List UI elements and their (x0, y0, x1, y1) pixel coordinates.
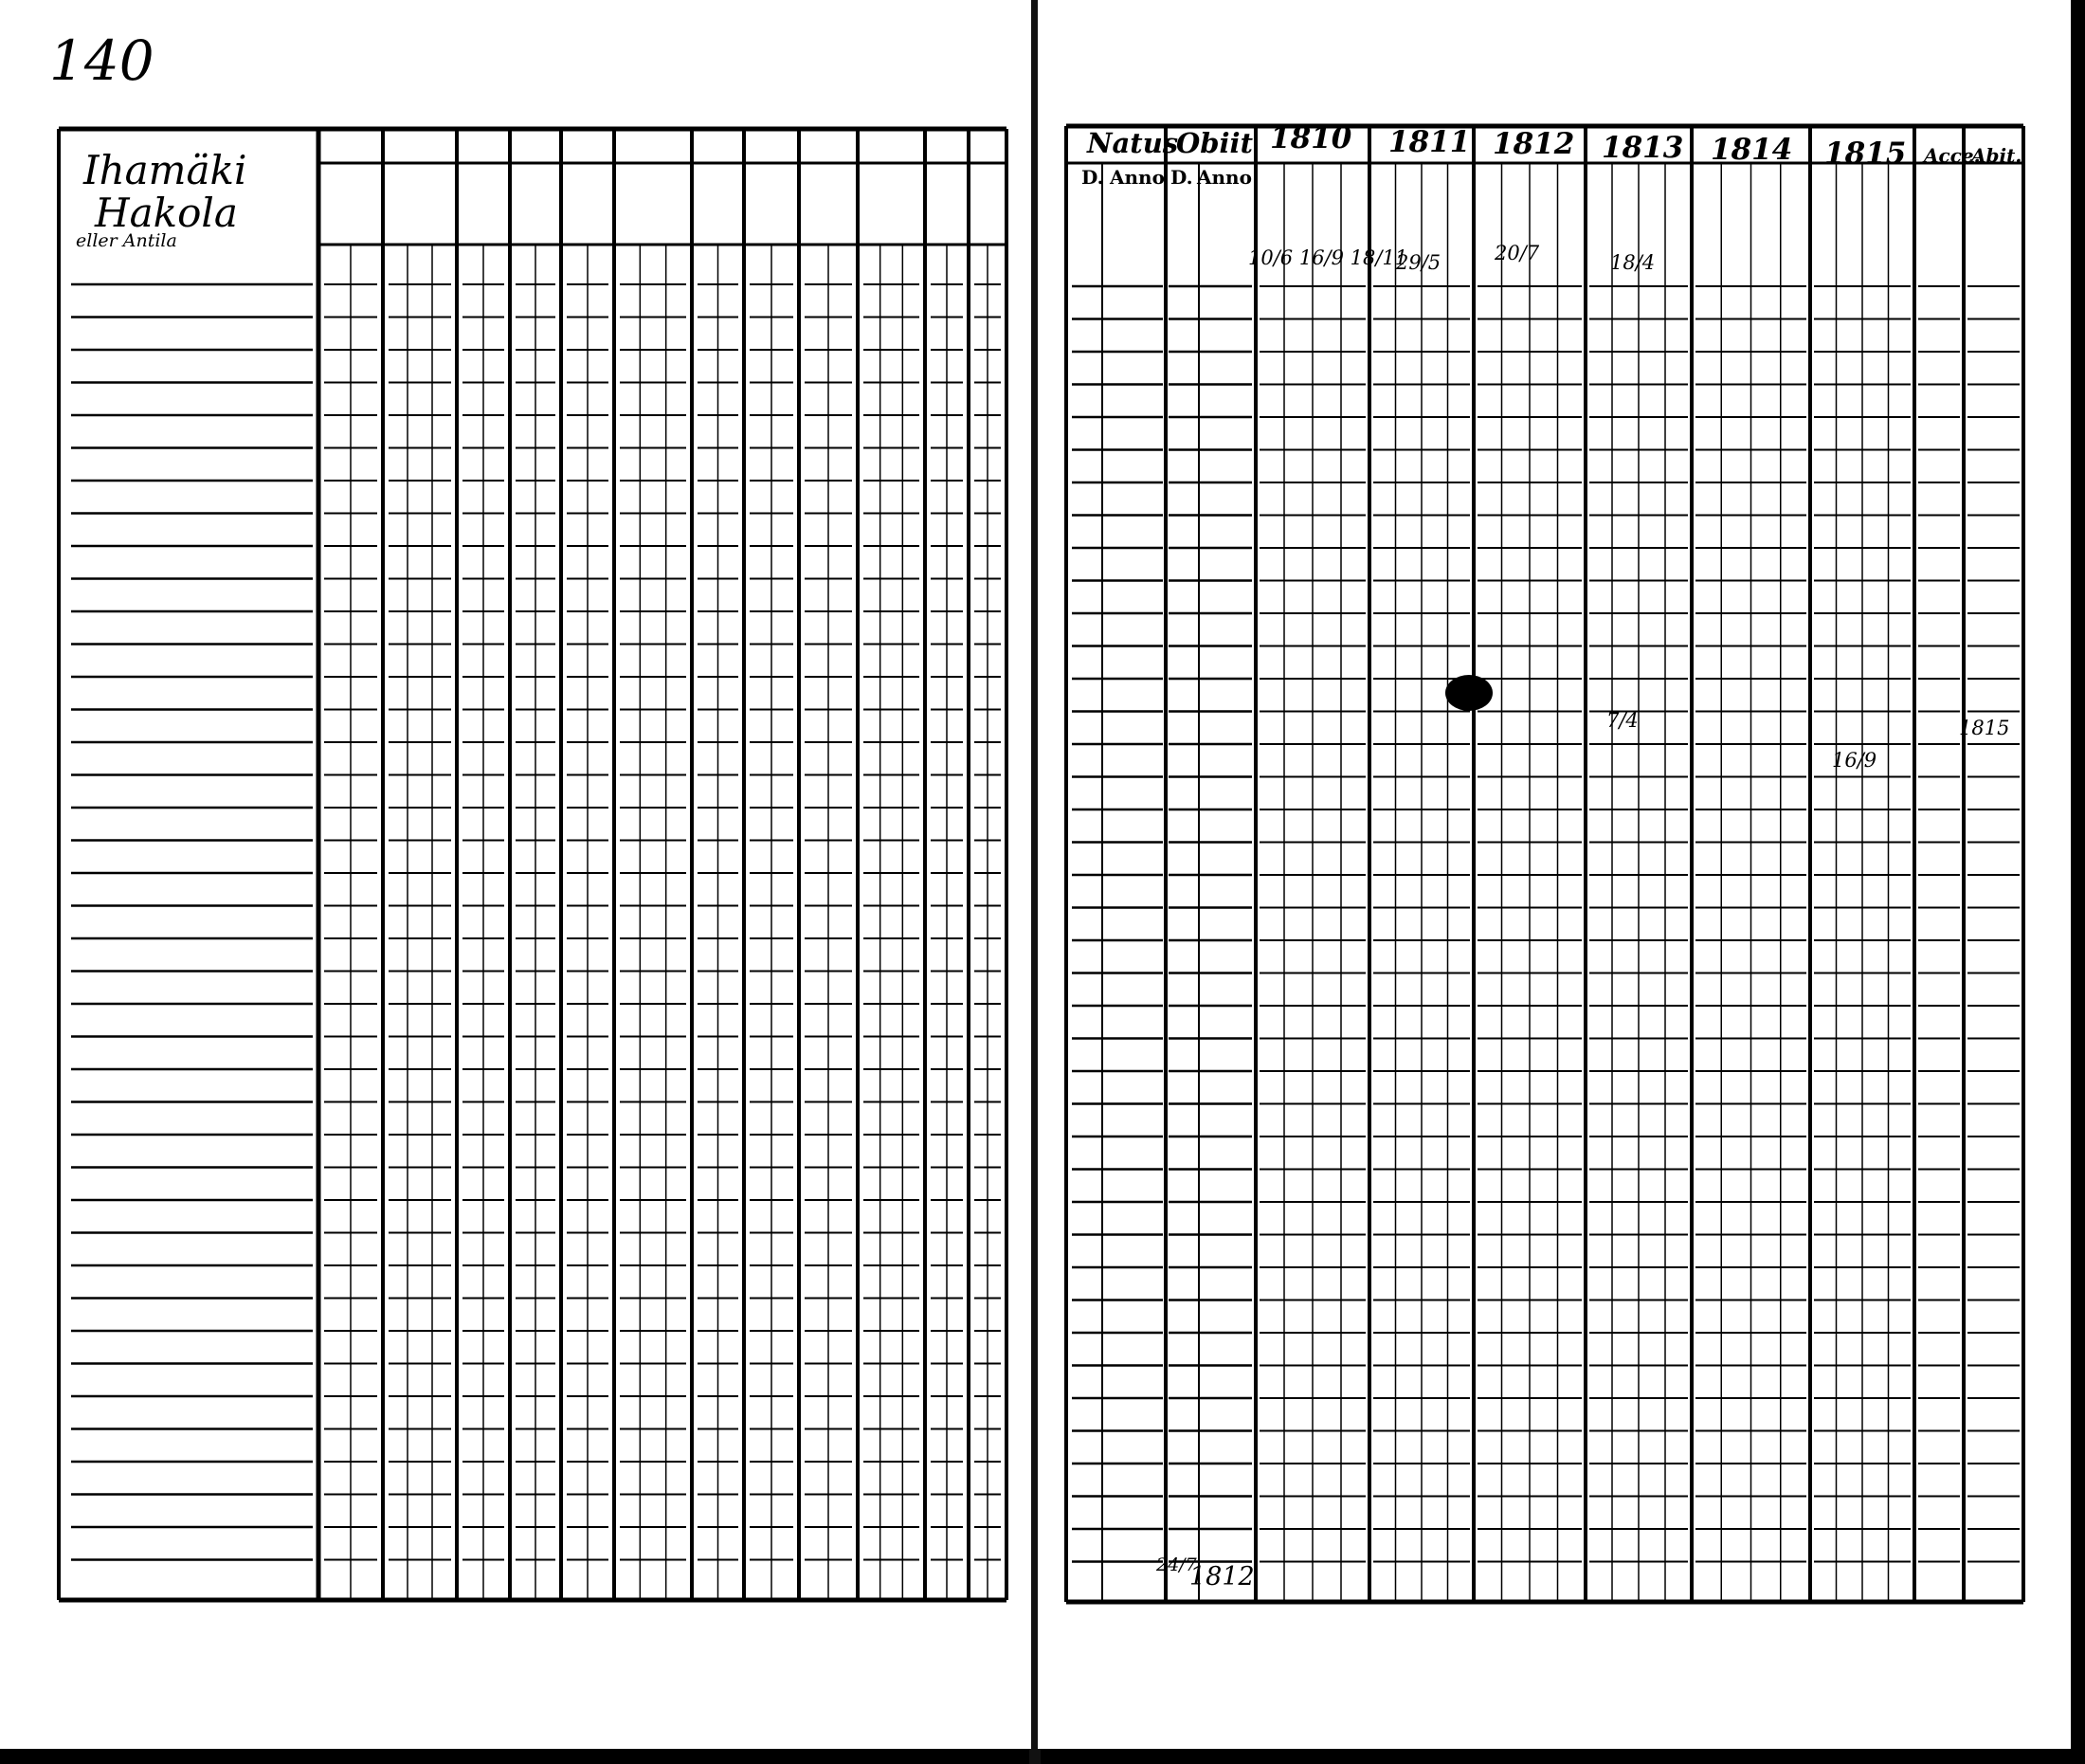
natus-header: Natus (1087, 127, 1179, 159)
death-year: 1812 (1189, 1562, 1255, 1591)
subfarm-name: Hakola (95, 190, 238, 236)
obiit-year-header: Anno (1197, 166, 1252, 189)
year-1810-header: 1810 (1270, 121, 1352, 155)
natus-year-header: Anno (1110, 166, 1165, 189)
year-1812-header: 1812 (1493, 127, 1575, 161)
accedit-header: Acce. (1924, 144, 1981, 167)
year-1811-header: 1811 (1388, 125, 1471, 159)
farm-note: eller Antila (76, 230, 177, 251)
note-1813-row7: 7/4 (1606, 709, 1639, 732)
ink-blot (1445, 675, 1493, 711)
note-1811-row1: 29/5 (1396, 251, 1441, 274)
note-1815-row8: 16/9 (1832, 749, 1877, 772)
left-page (0, 0, 1031, 1749)
note-1810-row1: 10/6 16/9 18/11 (1248, 246, 1408, 269)
page-number: 140 (49, 28, 154, 93)
natus-day-header: D. (1081, 166, 1104, 189)
right-ruled-table (1038, 0, 2071, 1749)
obiit-header: Obiit (1176, 127, 1253, 159)
obiit-day-header: D. (1170, 166, 1193, 189)
note-abit-row7: 1815 (1959, 717, 2010, 739)
year-1813-header: 1813 (1602, 131, 1684, 165)
note-1813-row1: 18/4 (1610, 251, 1656, 274)
death-day: 24/7 (1156, 1555, 1197, 1575)
left-ruled-table (0, 0, 1031, 1749)
farm-name: Ihamäki (83, 147, 247, 193)
year-1815-header: 1815 (1824, 136, 1907, 171)
note-1812-row1: 20/7 (1495, 242, 1540, 264)
right-page (1038, 0, 2071, 1749)
abit-header: Abit. (1971, 144, 2022, 167)
year-1814-header: 1814 (1711, 133, 1793, 167)
